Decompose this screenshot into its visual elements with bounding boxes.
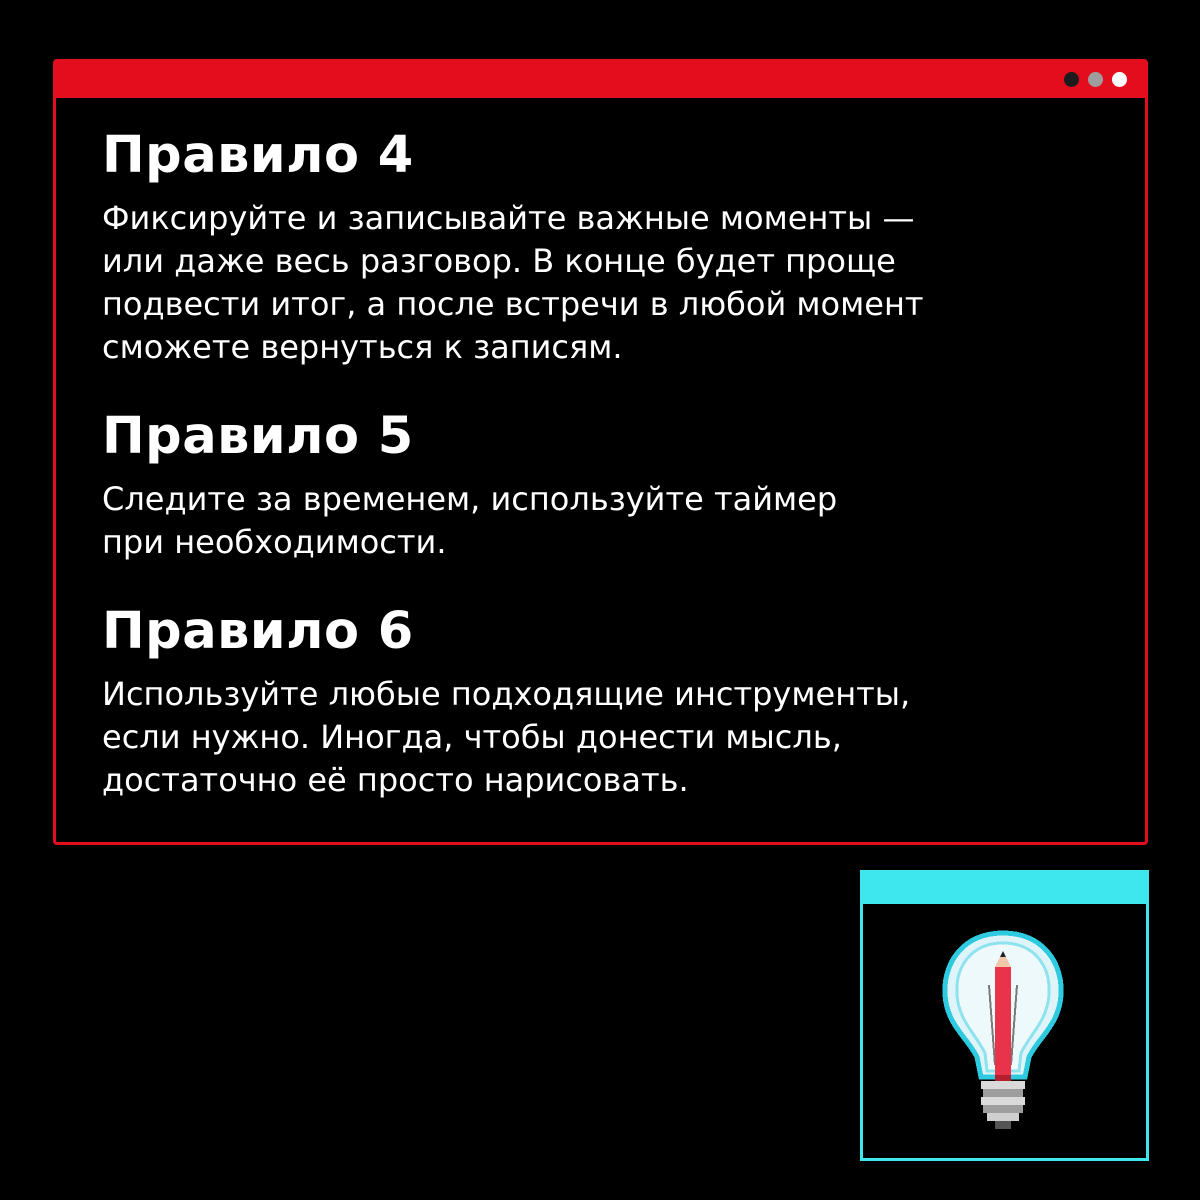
window-titlebar (56, 62, 1145, 98)
lightbulb-pencil-icon (933, 925, 1073, 1135)
illustration-titlebar (863, 873, 1146, 904)
rule-text: Используйте любые подходящие инструменты, если нужно. Иногда, чтобы донести мысль, достаточно её просто нарисовать. (102, 675, 911, 800)
illustration-window (860, 870, 1149, 1161)
rule-title: Правило 4 (102, 126, 414, 185)
rule-5 (102, 409, 1105, 564)
rules-window (53, 59, 1148, 845)
rules-content (102, 128, 1105, 842)
rule-text: Следите за временем, используйте таймер при необходимости. (102, 480, 838, 562)
white-dot-icon[interactable] (1112, 72, 1127, 87)
gray-dot-icon[interactable] (1088, 72, 1103, 87)
rule-title: Правило 5 (102, 407, 414, 467)
rule-title: Правило 6 (102, 602, 414, 662)
rule-6 (102, 604, 1105, 802)
dark-dot-icon[interactable] (1064, 72, 1079, 87)
window-controls (1064, 72, 1127, 87)
rule-4 (102, 128, 1105, 369)
rule-text: Фиксируйте и записывайте важные моменты — или даже весь разговор. В конце будет проще подвести итог, а после встречи в любой момент сможете вернуться к записям. (102, 199, 924, 367)
